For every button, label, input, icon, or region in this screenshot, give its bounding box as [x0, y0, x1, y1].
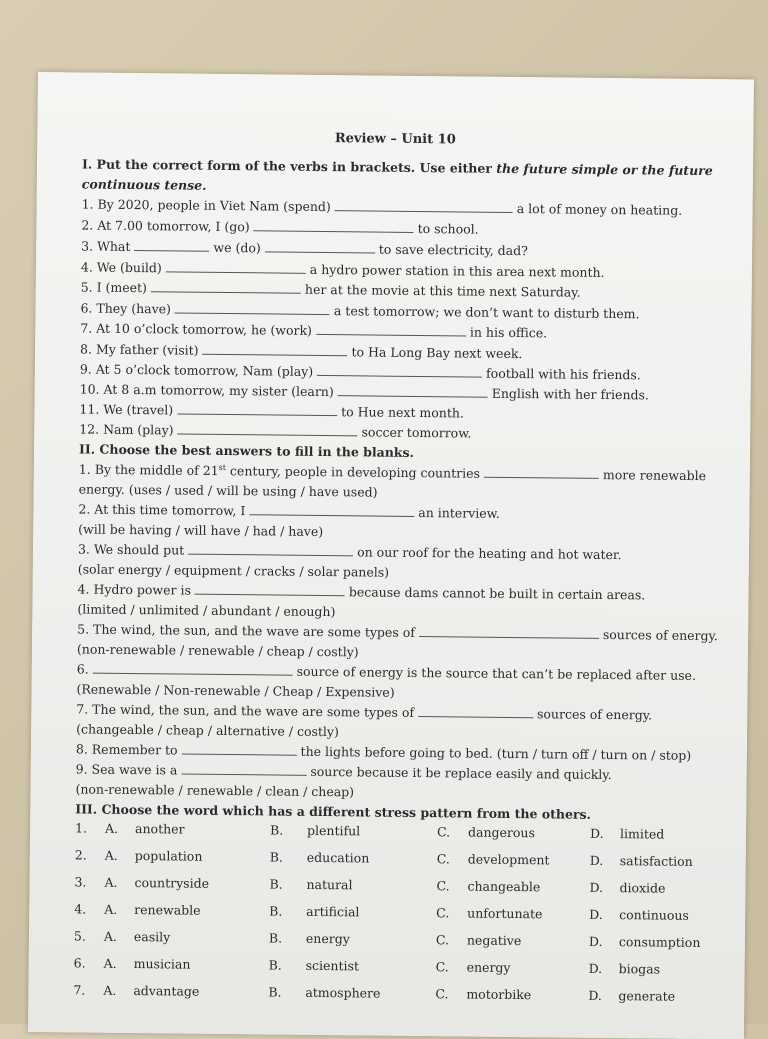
answer-blank[interactable] — [418, 705, 533, 718]
s2-q5-options: (non-renewable / renewable / cheap / costly) — [76, 641, 359, 660]
table-row: 4. A. renewable B. artificial C. unfortunate D. continuous — [74, 901, 689, 923]
s1-item-8: 8. My father (visit) to Ha Long Bay next week. — [80, 341, 523, 362]
s2-q5: 5. The wind, the sun, and the wave are some types of sources of energy. — [77, 621, 719, 644]
s2-q3-options: (solar energy / equipment / cracks / solar panels) — [77, 561, 390, 580]
option-d[interactable]: limited — [619, 826, 665, 842]
page-title: Review – Unit 10 — [334, 131, 456, 148]
s2-q6: 6. source of energy is the source that can’t be replaced after use. — [76, 661, 697, 683]
answer-blank[interactable] — [166, 260, 306, 273]
option-c[interactable]: motorbike — [466, 986, 532, 1003]
answer-blank[interactable] — [419, 625, 599, 639]
option-b[interactable]: education — [306, 849, 370, 866]
answer-blank[interactable] — [317, 364, 482, 378]
option-a[interactable]: countryside — [134, 875, 210, 891]
option-b[interactable]: atmosphere — [305, 984, 381, 1001]
answer-blank[interactable] — [203, 343, 348, 357]
section3-heading: III. Choose the word which has a different stress pattern from the others. — [75, 801, 592, 822]
option-a[interactable]: population — [134, 848, 203, 864]
option-c[interactable]: dangerous — [467, 824, 536, 841]
s1-item-9: 9. At 5 o’clock tomorrow, Nam (play) football with his friends. — [79, 361, 641, 383]
option-b[interactable]: natural — [306, 876, 353, 893]
answer-blank[interactable] — [335, 199, 513, 213]
answer-blank[interactable] — [178, 422, 358, 436]
s2-q4-options: (limited / unlimited / abundant / enough) — [77, 601, 336, 620]
answer-blank[interactable] — [484, 466, 599, 479]
s1-item-3: 3. What we (do) to save electricity, dad? — [81, 238, 528, 259]
s2-q2: 2. At this time tomorrow, I an interview. — [78, 501, 500, 521]
s2-q9-options: (non-renewable / renewable / clean / cheap) — [75, 781, 355, 800]
answer-blank[interactable] — [265, 240, 375, 253]
option-b[interactable]: energy — [305, 930, 350, 947]
option-b[interactable]: plentiful — [306, 822, 361, 839]
s2-q2-options: (will be having / will have / had / have) — [78, 521, 324, 540]
answer-blank[interactable] — [188, 543, 353, 557]
s2-q3: 3. We should put on our roof for the heating and hot water. — [77, 541, 622, 563]
table-row: 1. A. another B. plentiful C. dangerous D. limited — [75, 820, 665, 842]
option-d[interactable]: continuous — [619, 907, 689, 923]
s1-item-1: 1. By 2020, people in Viet Nam (spend) a lot of money on heating. — [81, 196, 683, 218]
table-row: 5. A. easily B. energy C. negative D. consumption — [73, 928, 701, 950]
answer-blank[interactable] — [181, 763, 306, 776]
s1-item-4: 4. We (build) a hydro power station in this area next month. — [80, 259, 605, 280]
option-c[interactable]: energy — [466, 959, 511, 975]
answer-blank[interactable] — [177, 402, 337, 416]
option-d[interactable]: dioxide — [619, 880, 666, 896]
s1-item-11: 11. We (travel) to Hue next month. — [79, 401, 465, 421]
s1-item-10: 10. At 8 a.m tomorrow, my sister (learn) English with her friends. — [79, 381, 650, 403]
s2-q9: 9. Sea wave is a source because it be replace easily and quickly. — [75, 761, 612, 783]
table-row: 3. A. countryside B. natural C. changeable D. dioxide — [74, 874, 666, 896]
option-c[interactable]: unfortunate — [467, 905, 543, 922]
option-d[interactable]: biogas — [618, 961, 661, 977]
table-row: 7. A. advantage B. atmosphere C. motorbike D. generate — [73, 982, 676, 1004]
option-d[interactable]: satisfaction — [619, 853, 693, 869]
option-b[interactable]: artificial — [306, 903, 360, 920]
s2-q1-options: energy. (uses / used / will be using / have used) — [78, 481, 378, 500]
s1-item-6: 6. They (have) a test tomorrow; we don’t want to disturb them. — [80, 300, 640, 322]
s1-item-7: 7. At 10 o’clock tomorrow, he (work) in his office. — [80, 320, 548, 341]
s2-q8: 8. Remember to the lights before going to bed. (turn / turn off / turn on / stop) — [75, 741, 692, 763]
option-a[interactable]: renewable — [134, 902, 201, 918]
option-c[interactable]: negative — [466, 932, 522, 949]
answer-blank[interactable] — [254, 219, 414, 233]
s2-q1: 1. By the middle of 21st century, people in developing countries more renewable — [78, 461, 707, 484]
s2-q7-options: (changeable / cheap / alternative / costly) — [76, 721, 339, 740]
section2-heading: II. Choose the best answers to fill in the blanks. — [78, 441, 414, 460]
answer-blank[interactable] — [195, 583, 345, 597]
option-d[interactable]: consumption — [618, 934, 701, 950]
answer-blank[interactable] — [182, 743, 297, 756]
option-b[interactable]: scientist — [305, 957, 360, 974]
answer-blank[interactable] — [249, 503, 414, 517]
table-row: 6. A. musician B. scientist C. energy D. biogas — [73, 955, 661, 977]
s2-q4: 4. Hydro power is because dams cannot be built in certain areas. — [77, 581, 646, 603]
answer-blank[interactable] — [93, 662, 293, 676]
answer-blank[interactable] — [134, 239, 209, 252]
option-a[interactable]: another — [135, 821, 185, 837]
answer-blank[interactable] — [175, 301, 330, 315]
section1-heading: I. Put the correct form of the verbs in brackets. Use either the future simple or the future — [81, 156, 713, 179]
option-a[interactable]: easily — [133, 929, 171, 945]
s2-q6-options: (Renewable / Non-renewable / Cheap / Expensive) — [76, 681, 395, 700]
option-c[interactable]: changeable — [467, 878, 541, 895]
option-a[interactable]: advantage — [133, 983, 200, 999]
option-a[interactable]: musician — [133, 956, 191, 972]
answer-blank[interactable] — [316, 323, 466, 337]
answer-blank[interactable] — [338, 384, 488, 398]
s2-q7: 7. The wind, the sun, and the wave are some types of sources of energy. — [76, 701, 653, 723]
s1-item-5: 5. I (meet) her at the movie at this time next Saturday. — [80, 279, 581, 300]
answer-blank[interactable] — [151, 280, 301, 294]
stress-table — [73, 820, 715, 1016]
section1-heading-cont: continuous tense. — [81, 176, 207, 193]
table-row: 2. A. population B. education C. development D. satisfaction — [74, 847, 693, 869]
option-d[interactable]: generate — [618, 988, 676, 1004]
s1-item-2: 2. At 7.00 tomorrow, I (go) to school. — [81, 217, 479, 237]
s1-item-12: 12. Nam (play) soccer tomorrow. — [79, 421, 472, 441]
option-c[interactable]: development — [467, 851, 550, 868]
worksheet-paper — [28, 72, 754, 1039]
